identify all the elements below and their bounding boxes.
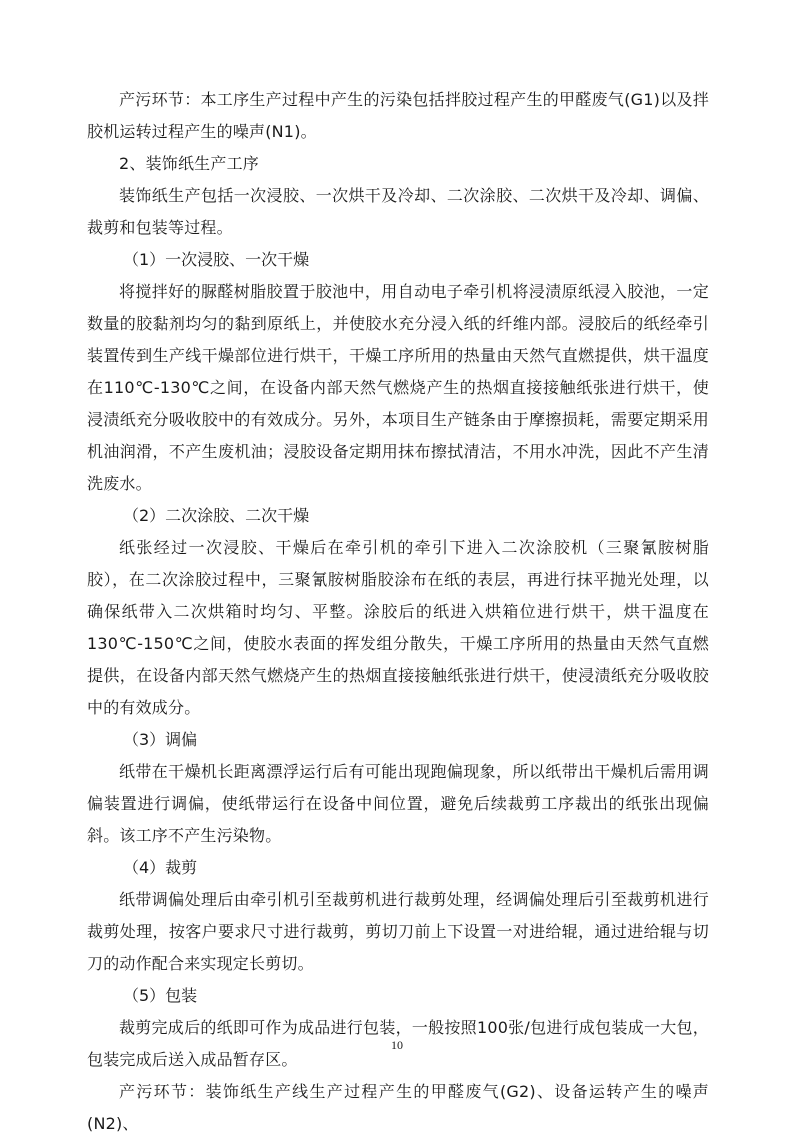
sub-heading-packaging: （5）包装	[123, 986, 198, 1005]
paragraph-decorative-paper-overview: 装饰纸生产包括一次浸胶、一次烘干及冷却、二次涂胶、二次烘干及冷却、调偏、裁剪和包装等过程。	[87, 186, 709, 237]
paragraph-pollution-step-2: 产污环节：装饰纸生产线生产过程产生的甲醛废气(G2)、设备运转产生的噪声(N2)、	[87, 1082, 709, 1133]
sub-heading-first-dipping: （1）一次浸胶、一次干燥	[123, 250, 310, 269]
paragraph-pollution-step-1: 产污环节：本工序生产过程中产生的污染包括拌胶过程产生的甲醛废气(G1)以及拌胶机运转过程产生的噪声(N1)。	[87, 90, 709, 141]
sub-heading-second-coating: （2）二次涂胶、二次干燥	[123, 506, 310, 525]
page-number: 10	[391, 1038, 403, 1052]
paragraph-second-coating: 纸张经过一次浸胶、干燥后在牵引机的牵引下进入二次涂胶机（三聚氰胺树脂胶），在二次涂胶过程中，三聚氰胺树脂胶涂布在纸的表层，再进行抹平抛光处理，以确保纸带入二次烘箱时均匀、平整。涂胶后的纸进入烘箱位进行烘干，烘干温度在130℃-150℃之间，使胶水表面的挥发组分散失，干燥工序所用的热量由天然气直燃提供，在设备内部天然气燃烧产生的热烟直接接触纸张进行烘干，使浸渍纸充分吸收胶中的有效成分。	[87, 538, 709, 717]
paragraph-packaging: 裁剪完成后的纸即可作为成品进行包装，一般按照100张/包进行成包装成一大包，包装完成后送入成品暂存区。	[87, 1018, 709, 1069]
document-body	[87, 84, 709, 1140]
paragraph-first-dipping: 将搅拌好的脲醛树脂胶置于胶池中，用自动电子牵引机将浸渍原纸浸入胶池，一定数量的胶黏剂均匀的黏到原纸上，并使胶水充分浸入纸的纤维内部。浸胶后的纸经牵引装置传到生产线干燥部位进行烘干，干燥工序所用的热量由天然气直燃提供，烘干温度在110℃-130℃之间，在设备内部天然气燃烧产生的热烟直接接触纸张进行烘干，使浸渍纸充分吸收胶中的有效成分。另外，本项目生产链条由于摩擦损耗，需要定期采用机油润滑，不产生废机油；浸胶设备定期用抹布擦拭清洁，不用水冲洗，因此不产生清洗废水。	[87, 282, 709, 493]
paragraph-adjustment: 纸带在干燥机长距离漂浮运行后有可能出现跑偏现象，所以纸带出干燥机后需用调偏装置进行调偏，使纸带运行在设备中间位置，避免后续裁剪工序裁出的纸张出现偏斜。该工序不产生污染物。	[87, 762, 709, 845]
section-heading-decorative-paper: 2、装饰纸生产工序	[119, 154, 259, 173]
sub-heading-cutting: （4）裁剪	[123, 858, 198, 877]
paragraph-cutting: 纸带调偏处理后由牵引机引至裁剪机进行裁剪处理，经调偏处理后引至裁剪机进行裁剪处理，按客户要求尺寸进行裁剪，剪切刀前上下设置一对进给辊，通过进给辊与切刀的动作配合来实现定长剪切。	[87, 890, 709, 973]
sub-heading-adjustment: （3）调偏	[123, 730, 198, 749]
